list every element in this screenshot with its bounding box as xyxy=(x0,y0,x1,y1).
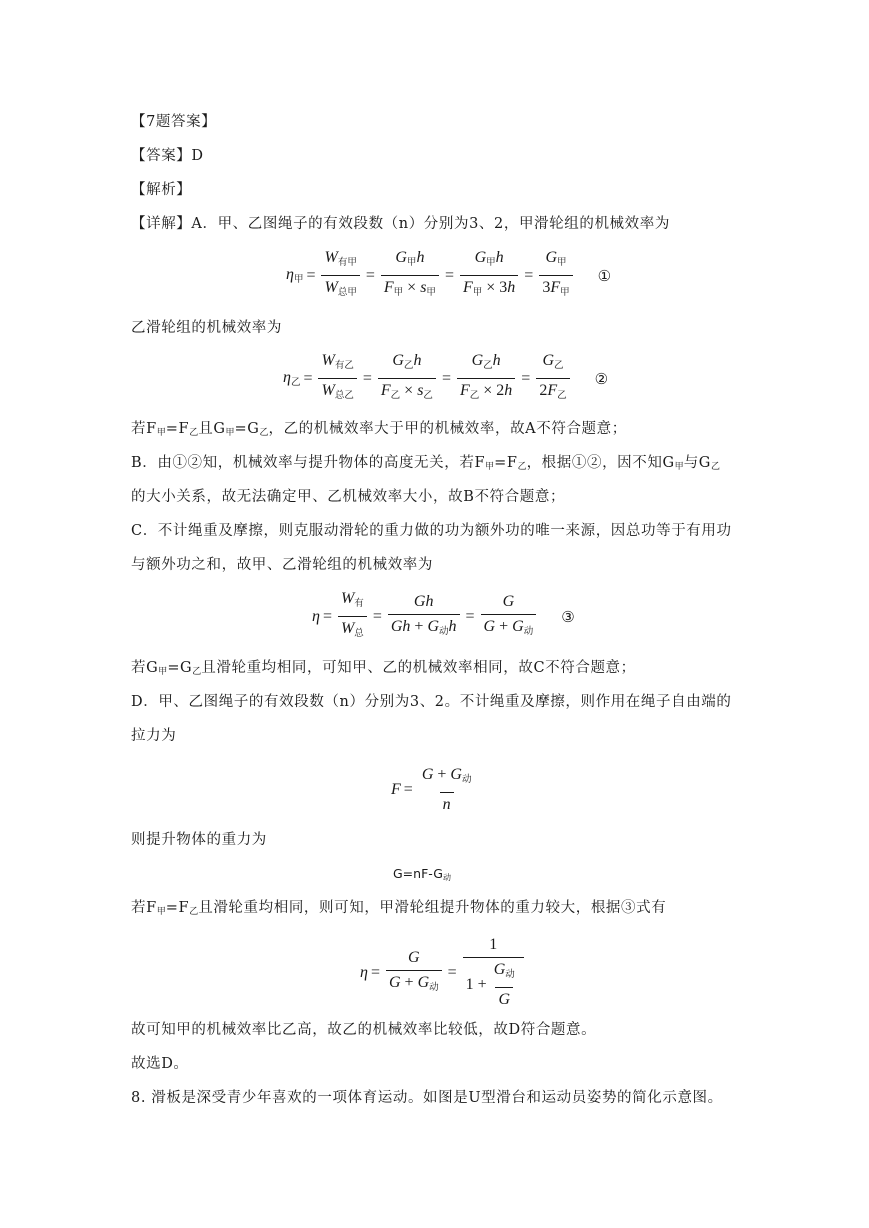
c-conclusion-text: 若$G_甲=G_乙$且滑轮重均相同，可知甲、乙的机械效率相同，故C不符合题意； xyxy=(131,660,636,677)
equation-force: F = $\frac{\text{G + G动}}{n}$ xyxy=(391,766,472,813)
equation-1-label: ① xyxy=(597,266,612,285)
answer-line: 【答案】D xyxy=(131,148,204,164)
d-text-line-2: 拉力为 xyxy=(131,728,177,744)
d-text-line-1: D．甲、乙图绳子的有效段数（n）分别为3、2。不计绳重及摩擦，则作用在绳子自由端的 xyxy=(131,694,732,710)
d-condition-text: 若$F_甲=F_乙$且滑轮重均相同，则可知，甲滑轮组提升物体的重力较大，根据③式有 xyxy=(131,900,667,917)
analysis-heading: 【解析】 xyxy=(131,182,192,198)
gravity-intro-text: 则提升物体的重力为 xyxy=(131,832,267,848)
equation-2: η乙 = $\frac{\text{W有乙}}{\text{W总乙}}$ = $\frac{\text{G乙h}}{\text{F乙 × s乙}}$ = $\frac{\text{G乙h}}{\text{F乙 × 2h}}$ = $\frac{\text{G乙}}{\text{2F乙}}$ ② xyxy=(283,351,608,406)
equation-1: η甲 = $\frac{\text{W有甲}}{\text{W总甲}}$ = $\frac{\text{G甲h}}{\text{F甲 × s甲}}$ = $\frac{\text{G甲h}}{\text{F甲 × 3h}}$ = $\frac{\text{G甲}}{\text{3F甲}}$ ① xyxy=(286,248,611,303)
c-text-line-2: 与额外功之和，故甲、乙滑轮组的机械效率为 xyxy=(131,557,433,573)
c-text-line-1: C．不计绳重及摩擦，则克服动滑轮的重力做的功为额外功的唯一来源，因总功等于有用功 xyxy=(131,523,732,539)
question-8-text: 8. 滑板是深受青少年喜欢的一项体育运动。如图是U型滑台和运动员姿势的简化示意图。 xyxy=(131,1090,723,1106)
gravity-formula: $G=nF-G_动$ xyxy=(393,866,451,882)
equation-4: η = $\frac{G}{\text{G + G动}}$ = 1 1 + $\frac{\text{G动}}{G}$ xyxy=(360,935,527,1010)
detail-a-text: 【详解】A．甲、乙图绳子的有效段数（n）分别为3、2，甲滑轮组的机械效率为 xyxy=(131,216,670,232)
answer-heading: 【7题答案】 xyxy=(131,114,217,130)
b-text-line-1: B．由①②知，机械效率与提升物体的高度无关，若$F_甲=F_乙$，根据①②，因不知$G_甲$与$G_乙$ xyxy=(131,455,720,472)
b-text-line-2: 的大小关系，故无法确定甲、乙机械效率大小，故B不符合题意； xyxy=(131,489,566,505)
yi-intro-text: 乙滑轮组的机械效率为 xyxy=(131,320,282,336)
a-conclusion-text: 若$F_甲=F_乙$且$G_甲=G_乙$，乙的机械效率大于甲的机械效率，故A不符合题意； xyxy=(131,421,627,438)
choice-text: 故选D。 xyxy=(131,1056,189,1072)
d-conclusion-text: 故可知甲的机械效率比乙高，故乙的机械效率比较低，故D符合题意。 xyxy=(131,1022,597,1038)
equation-3: η = $\frac{\text{W有}}{\text{W总}}$ = $\frac{Gh}{\text{Gh + G动h}}$ = $\frac{G}{\text{G + G动}}$ ③ xyxy=(312,589,575,644)
equation-3-label: ③ xyxy=(561,607,575,626)
equation-2-label: ② xyxy=(594,369,609,388)
